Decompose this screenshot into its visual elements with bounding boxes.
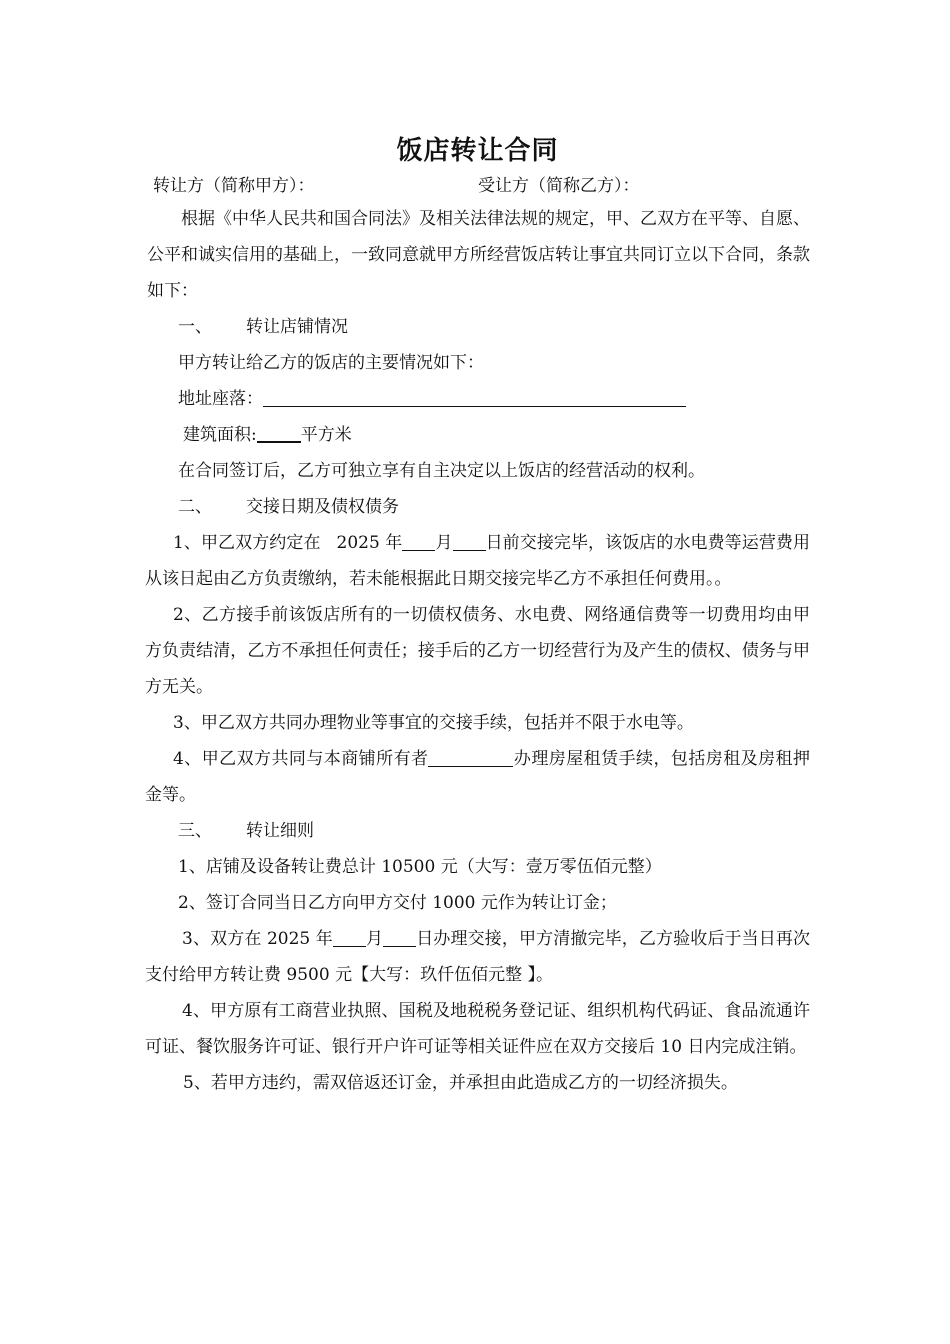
section3-item5: 5、若甲方违约，需双倍返还订金，并承担由此造成乙方的一切经济损失。 — [183, 1073, 738, 1093]
section3-item2: 2、签订合同当日乙方向甲方交付 1000 元作为转让订金； — [178, 893, 617, 913]
month-text: 月 — [365, 929, 384, 949]
month-blank — [402, 532, 435, 551]
item-text: 4、甲乙双方共同与本商铺所有者 — [173, 749, 429, 769]
section-heading-1 — [145, 309, 810, 345]
section3-item4: 4、甲方原有工商营业执照、国税及地税税务登记证、组织机构代码证、食品流通许可证、餐饮服务许可证、银行开户许可证等相关证件应在双方交接后 10 日内完成注销。 — [145, 1001, 810, 1057]
section-heading-3 — [145, 813, 810, 849]
day-blank — [383, 928, 416, 947]
section-title: 交接日期及债权债务 — [246, 497, 399, 517]
section-title: 转让细则 — [246, 821, 314, 841]
section3-item3 — [145, 921, 810, 993]
section-heading-2 — [145, 489, 810, 525]
item-text: 日办理交接，甲方清撤完毕，乙方验收后于当日再次支付给甲方转让费 9500 元【大写：玖仟伍佰元整 】。 — [145, 929, 811, 985]
address-line — [145, 381, 810, 417]
year-text: 2025 年 — [336, 533, 403, 553]
parties-line — [145, 171, 810, 201]
preamble-paragraph: 根据《中华人民共和国合同法》及相关法律法规的规定，甲、乙双方在平等、自愿、公平和诚实信用的基础上，一致同意就甲方所经营饭店转让事宜共同订立以下合同，条款如下： — [147, 209, 810, 301]
document-title: 饭店转让合同 — [396, 136, 559, 166]
item-text: 1、甲乙双方约定在 — [173, 533, 321, 553]
owner-blank — [428, 748, 513, 767]
item-text: 3、双方在 2025 年 — [182, 929, 333, 949]
month-text: 月 — [435, 533, 453, 553]
address-label: 地址座落： — [178, 389, 263, 409]
section-number: 三、 — [178, 821, 212, 841]
area-line — [145, 417, 810, 453]
section2-item4 — [145, 741, 810, 813]
area-label: 建筑面积: — [183, 425, 257, 445]
area-blank — [257, 423, 301, 443]
month-blank — [333, 928, 366, 947]
address-blank — [263, 388, 686, 407]
section2-item1 — [145, 525, 810, 597]
area-unit: 平方米 — [300, 425, 352, 445]
section1-intro: 甲方转让给乙方的饭店的主要情况如下： — [178, 353, 484, 373]
item-text: 办理房屋租赁手续，包括房租及房租押金等。 — [145, 749, 810, 805]
contract-body — [145, 133, 810, 1101]
section2-item3: 3、甲乙双方共同办理物业等事宜的交接手续，包括并不限于水电等。 — [173, 713, 694, 733]
transferee-label: 受让方（简称乙方）： — [478, 176, 640, 196]
section-number: 一、 — [178, 317, 212, 337]
item-text: 日前交接完毕，该饭店的水电费等运营费用从该日起由乙方负责缴纳，若未能根据此日期交接完毕乙方不承担任何费用。。 — [145, 533, 810, 589]
rights-paragraph: 在合同签订后，乙方可独立享有自主决定以上饭店的经营活动的权利。 — [178, 461, 705, 481]
transferor-label: 转让方（简称甲方）： — [153, 176, 315, 196]
section-title: 转让店铺情况 — [246, 317, 348, 337]
section3-item1: 1、店铺及设备转让费总计 10500 元（大写：壹万零伍佰元整） — [178, 857, 662, 877]
day-blank — [453, 532, 486, 551]
section2-item2: 2、乙方接手前该饭店所有的一切债权债务、水电费、网络通信费等一切费用均由甲方负责结清，乙方不承担任何责任；接手后的乙方一切经营行为及产生的债权、债务与甲方无关。 — [145, 605, 810, 697]
section-number: 二、 — [178, 497, 212, 517]
